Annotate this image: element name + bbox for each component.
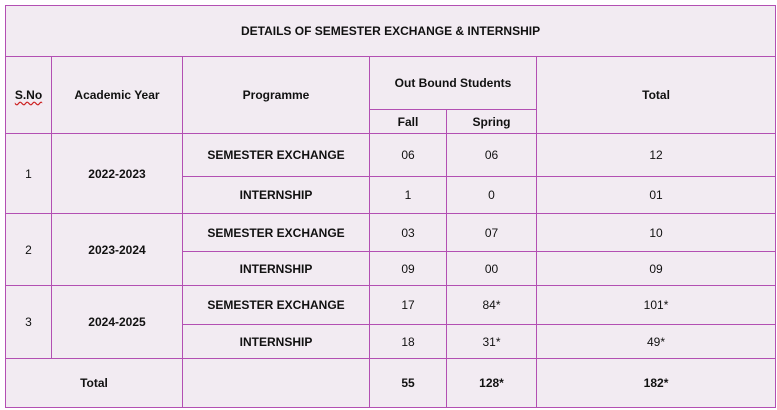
header-programme: Programme <box>183 57 370 134</box>
exchange-internship-table <box>5 5 776 408</box>
totals-label: Total <box>6 359 183 408</box>
totals-fall: 55 <box>370 359 447 408</box>
fall-cell: 18 <box>370 325 447 359</box>
header-sno <box>6 57 52 134</box>
programme-cell: INTERNSHIP <box>183 177 370 214</box>
spring-cell: 0 <box>447 177 537 214</box>
programme-cell: SEMESTER EXCHANGE <box>183 214 370 252</box>
fall-cell: 1 <box>370 177 447 214</box>
totals-programme-cell <box>183 359 370 408</box>
totals-total: 182* <box>537 359 776 408</box>
total-cell: 12 <box>537 134 776 177</box>
programme-cell: INTERNSHIP <box>183 252 370 286</box>
total-cell: 49* <box>537 325 776 359</box>
header-total: Total <box>537 57 776 134</box>
fall-cell: 09 <box>370 252 447 286</box>
table-row <box>6 214 776 252</box>
spring-cell: 84* <box>447 286 537 325</box>
totals-spring: 128* <box>447 359 537 408</box>
spring-cell: 07 <box>447 214 537 252</box>
totals-row <box>6 359 776 408</box>
header-academic-year: Academic Year <box>52 57 183 134</box>
fall-cell: 17 <box>370 286 447 325</box>
programme-cell: INTERNSHIP <box>183 325 370 359</box>
academic-year-cell: 2023-2024 <box>52 214 183 286</box>
sno-cell: 3 <box>6 286 52 359</box>
total-cell: 01 <box>537 177 776 214</box>
fall-cell: 03 <box>370 214 447 252</box>
total-cell: 10 <box>537 214 776 252</box>
spring-cell: 00 <box>447 252 537 286</box>
total-cell: 09 <box>537 252 776 286</box>
sno-cell: 1 <box>6 134 52 214</box>
header-out-bound-students: Out Bound Students <box>370 57 537 110</box>
academic-year-cell: 2024-2025 <box>52 286 183 359</box>
spring-cell: 06 <box>447 134 537 177</box>
academic-year-cell: 2022-2023 <box>52 134 183 214</box>
sno-cell: 2 <box>6 214 52 286</box>
table-row <box>6 286 776 325</box>
programme-cell: SEMESTER EXCHANGE <box>183 286 370 325</box>
header-fall: Fall <box>370 110 447 134</box>
total-cell: 101* <box>537 286 776 325</box>
programme-cell: SEMESTER EXCHANGE <box>183 134 370 177</box>
header-spring: Spring <box>447 110 537 134</box>
table-row <box>6 134 776 177</box>
header-sno-label: S.No <box>14 88 43 102</box>
fall-cell: 06 <box>370 134 447 177</box>
spring-cell: 31* <box>447 325 537 359</box>
table-title: DETAILS OF SEMESTER EXCHANGE & INTERNSHIP <box>6 6 776 57</box>
